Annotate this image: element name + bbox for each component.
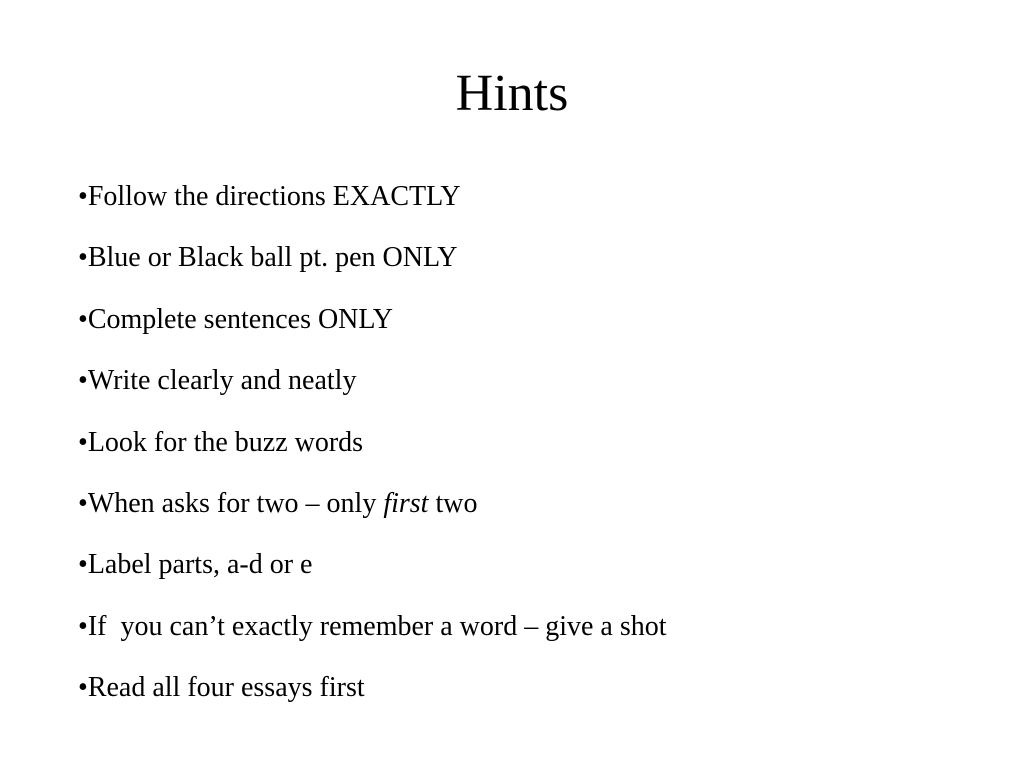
bullet-item-write-clearly [78,362,667,400]
bullet-text: Read all four essays first [87,672,365,704]
bullet-marker: • [78,672,88,704]
bullet-marker: • [78,303,88,335]
bullet-text-after: two [428,487,478,519]
bullet-item-read-essays [78,669,667,707]
bullet-item-follow-directions [78,178,667,216]
bullet-text: Look for the buzz words [87,426,364,458]
bullet-item-buzz-words [78,424,667,462]
bullet-text-before: When asks for two – only [87,487,384,519]
bullet-marker: • [78,181,88,212]
bullet-marker: • [78,365,88,397]
bullet-marker: • [78,426,88,458]
bullet-item-give-a-shot [78,608,667,646]
bullet-item-label-parts [78,546,667,584]
bullet-marker: • [78,549,88,581]
bullet-marker: • [78,487,88,519]
bullet-marker: • [78,610,88,642]
bullet-text: Blue or Black ball pt. pen ONLY [87,242,458,274]
bullet-text: Complete sentences ONLY [87,303,393,335]
bullet-text: Label parts, a-d or e [87,549,313,581]
bullet-item-pen [78,239,667,277]
slide-title: Hints [455,65,569,122]
bullet-item-first-two [78,485,667,523]
bullet-item-complete-sentences [78,301,667,339]
bullet-list [78,178,667,731]
bullet-marker: • [78,242,88,274]
bullet-text: Write clearly and neatly [87,365,357,397]
bullet-text: If you can’t exactly remember a word – give a shot [87,610,667,642]
bullet-text: Follow the directions EXACTLY [87,181,461,212]
bullet-text-italic: first [383,487,429,519]
